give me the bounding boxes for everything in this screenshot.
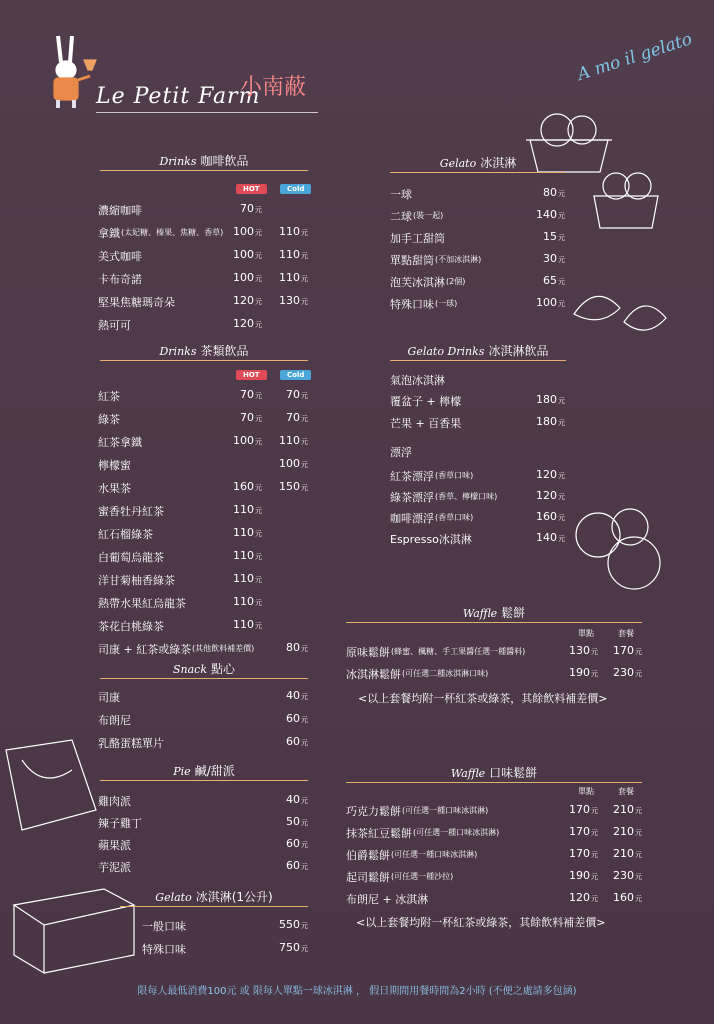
price-value: 120 (233, 294, 254, 307)
price-unit: 元 (558, 535, 565, 543)
price-value: 140 (536, 208, 557, 221)
logo-underline (96, 112, 318, 113)
price (509, 208, 565, 221)
item-name: 起司鬆餅 (346, 871, 390, 884)
item-name: 熱可可 (98, 319, 131, 332)
price (206, 526, 262, 539)
price-unit: 元 (301, 863, 308, 871)
price-unit: 元 (635, 895, 642, 903)
price-unit: 元 (558, 256, 565, 264)
divider (100, 780, 308, 781)
price (509, 468, 565, 481)
price-value: 15 (543, 230, 557, 243)
item-note: (可任選一種沙拉) (391, 872, 454, 881)
item-name: 抹茶紅豆鬆餅 (346, 827, 412, 840)
col-set: 套餐 (618, 629, 634, 638)
price-unit: 元 (301, 415, 308, 423)
price-value: 120 (536, 489, 557, 502)
item-name: 芋泥派 (98, 861, 131, 874)
item-name: 乳酪蛋糕單片 (98, 737, 164, 750)
price-unit: 元 (635, 829, 642, 837)
item-name: 單點甜筒 (390, 254, 434, 267)
item-note: (香草口味) (435, 513, 474, 522)
item-name: 伯爵鬆餅 (346, 849, 390, 862)
tagline: A mo il gelato (575, 29, 695, 86)
price-secondary (252, 271, 308, 284)
coffee-section-title: Drinks 咖啡飲品 (159, 154, 249, 168)
price-value: 60 (286, 859, 300, 872)
price-unit: 元 (301, 392, 308, 400)
price-secondary (252, 434, 308, 447)
price-unit: 元 (558, 397, 565, 405)
price-value: 130 (279, 294, 300, 307)
price-value: 130 (569, 644, 590, 657)
price-unit: 元 (255, 553, 262, 561)
price-unit: 元 (635, 648, 642, 656)
price-value: 110 (279, 248, 300, 261)
price-unit: 元 (255, 392, 262, 400)
item-name: Espresso冰淇淋 (390, 533, 472, 546)
price-value: 180 (536, 393, 557, 406)
price-unit: 元 (591, 648, 598, 656)
item-name: 拿鐵 (98, 227, 120, 240)
price (206, 202, 262, 215)
divider (346, 622, 642, 623)
price (206, 317, 262, 330)
price-value: 30 (543, 252, 557, 265)
price-value: 100 (233, 248, 254, 261)
item-note: (蜂蜜、楓糖、手工果醬任選一種醬料) (391, 647, 526, 656)
item-note: (可任選一種口味冰淇淋) (391, 850, 478, 859)
price-value: 120 (569, 891, 590, 904)
item-note: (香草口味) (435, 471, 474, 480)
item-note: (2個) (446, 277, 466, 286)
price-value: 60 (286, 712, 300, 725)
item-name: 泡芙冰淇淋 (390, 276, 445, 289)
price-secondary (252, 641, 308, 654)
price-unit: 元 (255, 599, 262, 607)
tea-section-title: Drinks 茶類飲品 (159, 344, 249, 358)
price-value: 60 (286, 837, 300, 850)
price-unit: 元 (301, 275, 308, 283)
divider (346, 782, 642, 783)
price-unit: 元 (591, 895, 598, 903)
price (509, 230, 565, 243)
col-set: 套餐 (618, 787, 634, 796)
item-name: 覆盆子 + 檸檬 (390, 395, 462, 408)
item-name: 紅茶 (98, 390, 120, 403)
divider (100, 170, 308, 171)
price-unit: 元 (301, 739, 308, 747)
price-value: 110 (279, 434, 300, 447)
price-value: 70 (240, 411, 254, 424)
price-value: 40 (286, 793, 300, 806)
price (509, 415, 565, 428)
price (252, 712, 308, 725)
waffle-flavor-section-title: Waffle 口味鬆餅 (450, 766, 538, 780)
price-value: 100 (536, 296, 557, 309)
price-value: 70 (240, 202, 254, 215)
gelato-section-title: Gelato 冰淇淋 (439, 156, 517, 170)
price-value: 100 (233, 434, 254, 447)
price-secondary (586, 803, 642, 816)
price (509, 252, 565, 265)
price-secondary (586, 869, 642, 882)
item-name: 加手工甜筒 (390, 232, 445, 245)
price-secondary (586, 666, 642, 679)
price (252, 735, 308, 748)
price (509, 296, 565, 309)
item-name: 綠茶漂浮 (390, 491, 434, 504)
price-value: 170 (613, 644, 634, 657)
price-unit: 元 (301, 716, 308, 724)
price-value: 70 (240, 388, 254, 401)
item-name: 布朗尼 (98, 714, 131, 727)
price-value: 210 (613, 803, 634, 816)
price (252, 837, 308, 850)
price (252, 793, 308, 806)
price-value: 160 (613, 891, 634, 904)
price-unit: 元 (635, 851, 642, 859)
price (206, 618, 262, 631)
item-name: 二球 (390, 210, 412, 223)
divider (100, 678, 308, 679)
price-unit: 元 (255, 321, 262, 329)
price-value: 160 (536, 510, 557, 523)
rabbit-chef-icon (44, 30, 104, 110)
divider (100, 360, 308, 361)
price-unit: 元 (558, 278, 565, 286)
price-value: 210 (613, 825, 634, 838)
divider (390, 172, 566, 173)
price-value: 750 (279, 941, 300, 954)
item-note: (可任選一種口味冰淇淋) (413, 828, 500, 837)
item-name: 堅果焦糖瑪奇朵 (98, 296, 175, 309)
price (509, 274, 565, 287)
item-name: 冰淇淋鬆餅 (346, 668, 401, 681)
price-unit: 元 (255, 275, 262, 283)
item-name: 紅茶拿鐵 (98, 436, 142, 449)
item-name: 綠茶 (98, 413, 120, 426)
price-unit: 元 (591, 807, 598, 815)
price-value: 550 (279, 918, 300, 931)
price-unit: 元 (591, 829, 598, 837)
price-value: 190 (569, 666, 590, 679)
price-value: 80 (286, 641, 300, 654)
waffle-section-title: Waffle 鬆餅 (462, 606, 526, 620)
price-unit: 元 (301, 645, 308, 653)
price-value: 40 (286, 689, 300, 702)
price-secondary (586, 825, 642, 838)
price-unit: 元 (558, 190, 565, 198)
price-value: 120 (536, 468, 557, 481)
price-unit: 元 (301, 461, 308, 469)
item-name: 蘋果派 (98, 839, 131, 852)
price-value: 170 (569, 825, 590, 838)
item-name: 司康 (98, 691, 120, 704)
price-value: 110 (279, 271, 300, 284)
price-unit: 元 (301, 438, 308, 446)
cold-badge: Cold (280, 184, 311, 194)
price-value: 80 (543, 186, 557, 199)
price-secondary (586, 891, 642, 904)
price-value: 150 (279, 480, 300, 493)
item-name: 特殊口味 (390, 298, 434, 311)
item-name: 特殊口味 (142, 943, 186, 956)
item-note: (可任選一種口味冰淇淋) (402, 806, 489, 815)
price-value: 100 (233, 225, 254, 238)
item-name: 濃縮咖啡 (98, 204, 142, 217)
price-value: 110 (233, 503, 254, 516)
price-value: 110 (233, 595, 254, 608)
item-name: 芒果 + 百香果 (390, 417, 462, 430)
footer-note: 限每人最低消費100元 或 限每人單點一球冰淇淋 ， 假日期間用餐時間為2小時 (不便之處請多包涵) (137, 986, 577, 997)
price-value: 100 (233, 271, 254, 284)
item-name: 原味鬆餅 (346, 646, 390, 659)
gelato-cup-sketch-2 (590, 168, 670, 238)
price-unit: 元 (301, 841, 308, 849)
item-name: 茶花白桃綠茶 (98, 620, 164, 633)
price (206, 595, 262, 608)
item-note: (太妃糖、榛果、焦糖、香草) (121, 228, 224, 237)
brand-name-cn: 小南蔽 (240, 75, 307, 100)
price (252, 918, 308, 931)
price (509, 531, 565, 544)
item-name: 雞肉派 (98, 795, 131, 808)
item-name: 巧克力鬆餅 (346, 805, 401, 818)
price-unit: 元 (255, 298, 262, 306)
waffle-flavor-note: <以上套餐均附一杯紅茶或綠茶，其餘飲料補差價> (356, 916, 606, 929)
item-note: (一球) (435, 299, 458, 308)
price-value: 170 (569, 803, 590, 816)
price-unit: 元 (255, 415, 262, 423)
price-value: 230 (613, 666, 634, 679)
pie-slice-sketch (2, 730, 102, 840)
price-secondary (586, 644, 642, 657)
price-unit: 元 (301, 945, 308, 953)
price-value: 230 (613, 869, 634, 882)
item-name: 紅茶漂浮 (390, 470, 434, 483)
item-name: 紅石榴綠茶 (98, 528, 153, 541)
price-value: 100 (279, 457, 300, 470)
price (509, 489, 565, 502)
price-unit: 元 (558, 234, 565, 242)
price-unit: 元 (301, 922, 308, 930)
price-unit: 元 (558, 300, 565, 308)
price-unit: 元 (255, 206, 262, 214)
price-value: 190 (569, 869, 590, 882)
price-value: 70 (286, 411, 300, 424)
price-unit: 元 (301, 693, 308, 701)
price-value: 160 (233, 480, 254, 493)
cold-badge: Cold (280, 370, 311, 380)
price-value: 110 (233, 549, 254, 562)
price-value: 210 (613, 847, 634, 860)
price-unit: 元 (558, 472, 565, 480)
gelato-drinks-section-title: Gelato Drinks 冰淇淋飲品 (407, 344, 549, 358)
price-unit: 元 (255, 622, 262, 630)
hot-badge: HOT (236, 370, 267, 380)
price-value: 70 (286, 388, 300, 401)
price-secondary (252, 225, 308, 238)
brand-name: Le Petit Farm (96, 84, 261, 109)
item-name: 辣子雞丁 (98, 817, 142, 830)
item-note: (不加冰淇淋) (435, 255, 482, 264)
waffle-note: <以上套餐均附一杯紅茶或綠茶，其餘飲料補差價> (358, 692, 608, 705)
price (206, 549, 262, 562)
price-unit: 元 (255, 252, 262, 260)
item-note: (可任選二種冰淇淋口味) (402, 669, 489, 678)
cream-puff-sketch (570, 278, 680, 348)
price-unit: 元 (591, 670, 598, 678)
price-unit: 元 (558, 493, 565, 501)
price-unit: 元 (301, 484, 308, 492)
price (252, 689, 308, 702)
item-name: 咖啡漂浮 (390, 512, 434, 525)
item-name: 一球 (390, 188, 412, 201)
price-value: 120 (233, 317, 254, 330)
price-unit: 元 (301, 298, 308, 306)
price-value: 60 (286, 735, 300, 748)
gelato-liter-section-title: Gelato 冰淇淋(1公升) (155, 890, 273, 904)
price-unit: 元 (255, 438, 262, 446)
snack-section-title: Snack 點心 (172, 662, 236, 676)
gelato-drinks-group-sparkling: 氣泡冰淇淋 (390, 374, 445, 387)
item-name: 水果茶 (98, 482, 131, 495)
divider (120, 906, 308, 907)
col-single: 單點 (578, 629, 594, 638)
item-name: 布朗尼 + 冰淇淋 (346, 893, 429, 906)
price-unit: 元 (301, 229, 308, 237)
price-unit: 元 (301, 797, 308, 805)
item-note: (香草、檸檬口味) (435, 492, 498, 501)
price-unit: 元 (255, 229, 262, 237)
price-value: 110 (233, 572, 254, 585)
price (206, 572, 262, 585)
price (252, 815, 308, 828)
price-unit: 元 (301, 252, 308, 260)
price-value: 140 (536, 531, 557, 544)
item-name: 司康 + 紅茶或綠茶 (98, 643, 192, 656)
price-value: 110 (233, 526, 254, 539)
price (206, 503, 262, 516)
price-secondary (252, 411, 308, 424)
price-unit: 元 (301, 819, 308, 827)
item-name: 白葡萄烏龍茶 (98, 551, 164, 564)
price-unit: 元 (591, 851, 598, 859)
price-secondary (252, 388, 308, 401)
hot-badge: HOT (236, 184, 267, 194)
price (509, 186, 565, 199)
col-single: 單點 (578, 787, 594, 796)
scones-sketch (572, 505, 672, 595)
item-name: 檸檬蜜 (98, 459, 131, 472)
item-name: 洋甘菊柚香綠茶 (98, 574, 175, 587)
price-secondary (252, 457, 308, 470)
price (252, 859, 308, 872)
price-value: 50 (286, 815, 300, 828)
price-secondary (252, 294, 308, 307)
price-unit: 元 (635, 873, 642, 881)
price (509, 510, 565, 523)
item-note: (其他飲料補差價) (192, 644, 255, 653)
price-unit: 元 (255, 576, 262, 584)
item-note: (裝一起) (413, 211, 444, 220)
item-name: 蜜香牡丹紅茶 (98, 505, 164, 518)
item-name: 一般口味 (142, 920, 186, 933)
gelato-drinks-group-float: 漂浮 (390, 446, 412, 459)
price-value: 110 (233, 618, 254, 631)
price-value: 110 (279, 225, 300, 238)
price-unit: 元 (255, 484, 262, 492)
pie-section-title: Pie 鹹/甜派 (173, 764, 235, 778)
item-name: 美式咖啡 (98, 250, 142, 263)
item-name: 熱帶水果紅烏龍茶 (98, 597, 186, 610)
price-unit: 元 (558, 212, 565, 220)
price (509, 393, 565, 406)
divider (390, 360, 566, 361)
price-unit: 元 (635, 670, 642, 678)
price-secondary (252, 248, 308, 261)
price-unit: 元 (591, 873, 598, 881)
item-name: 卡布奇諾 (98, 273, 142, 286)
price-value: 170 (569, 847, 590, 860)
price-value: 180 (536, 415, 557, 428)
price-unit: 元 (635, 807, 642, 815)
price-secondary (252, 480, 308, 493)
price-secondary (586, 847, 642, 860)
price-value: 65 (543, 274, 557, 287)
price (252, 941, 308, 954)
price-unit: 元 (558, 514, 565, 522)
price-unit: 元 (255, 530, 262, 538)
price-unit: 元 (255, 507, 262, 515)
price-unit: 元 (558, 419, 565, 427)
